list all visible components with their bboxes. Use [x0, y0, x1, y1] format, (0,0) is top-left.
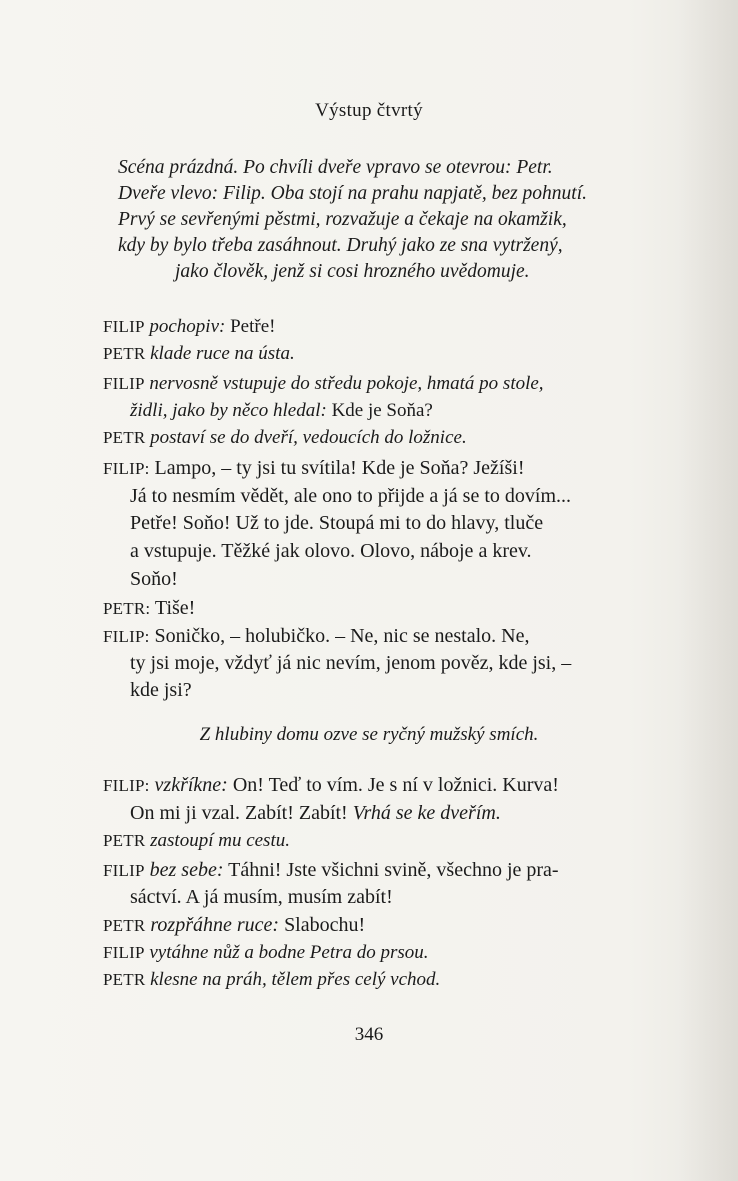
speaker: PETR: [103, 428, 146, 447]
dialogue-line: [130, 652, 650, 675]
dialogue-line: [130, 679, 650, 702]
dialogue-line: [103, 373, 648, 395]
dialogue-line: [130, 512, 650, 535]
speech: sáctví. A já musím, musím zabít!: [130, 886, 393, 908]
center-stage-direction: Z hlubiny domu ozve se ryčný mužský smích.: [199, 724, 539, 745]
stage-direction: klesne na práh, tělem přes celý vchod.: [150, 969, 441, 990]
dialogue-line: [130, 886, 650, 909]
dialogue-line: [103, 830, 648, 852]
speaker: PETR: [103, 831, 146, 850]
speech: Já to nesmím vědět, ale ono to přijde a já se to dovím...: [130, 485, 572, 507]
speech: On mi ji vzal. Zabít! Zabít!: [130, 802, 353, 824]
dialogue-line: [103, 457, 648, 480]
speaker: FILIP:: [103, 627, 150, 646]
stage-direction: vytáhne nůž a bodne Petra do prsou.: [149, 942, 429, 963]
speech: Petře!: [225, 316, 276, 337]
scene-heading: Výstup čtvrtý: [315, 100, 423, 121]
dialogue-line: [103, 859, 648, 882]
speech: Soničko, – holubičko. – Ne, nic se nestalo. Ne,: [149, 625, 530, 647]
dialogue-line: [103, 316, 648, 338]
stage-direction: klade ruce na ústa.: [150, 343, 295, 364]
speaker: FILIP: [103, 861, 145, 880]
stage-direction: nervosně vstupuje do středu pokoje, hmatá po stole,: [149, 373, 544, 394]
speech: Lampo, – ty jsi tu svítila! Kde je Soňa? Ježíši!: [149, 457, 525, 479]
dialogue-line: [103, 343, 648, 365]
dialogue-line: [130, 400, 650, 422]
speech: kde jsi?: [130, 679, 192, 701]
speaker: FILIP:: [103, 776, 150, 795]
stage-direction: pochopiv:: [149, 316, 226, 337]
intro-line-5: jako člověk, jenž si cosi hrozného uvědomuje.: [175, 261, 530, 282]
speech: On! Teď to vím. Je s ní v ložnici. Kurva!: [227, 774, 559, 796]
page-fold-shadow: [678, 0, 738, 1181]
stage-direction: židli, jako by něco hledal:: [130, 400, 327, 421]
speech: Kde je Soňa?: [326, 400, 433, 421]
speaker: FILIP: [103, 374, 145, 393]
dialogue-line: [103, 427, 648, 449]
dialogue-line: [103, 774, 648, 797]
dialogue-line: [130, 540, 650, 563]
stage-direction: rozpřáhne ruce:: [150, 914, 280, 936]
stage-direction: bez sebe:: [149, 859, 224, 881]
speech: Slabochu!: [279, 914, 366, 936]
speech: a vstupuje. Těžké jak olovo. Olovo, náboje a krev.: [130, 540, 532, 562]
dialogue-line: [130, 802, 650, 825]
speech: Petře! Soňo! Už to jde. Stoupá mi to do hlavy, tluče: [130, 512, 544, 534]
dialogue-line: [130, 485, 650, 508]
stage-direction: postaví se do dveří, vedoucích do ložnice.: [150, 427, 467, 448]
speaker: PETR:: [103, 599, 151, 618]
dialogue-line: [103, 942, 648, 964]
stage-direction: vzkříkne:: [154, 774, 228, 796]
intro-line-4: kdy by bylo třeba zasáhnout. Druhý jako ze sna vytržený,: [118, 235, 563, 256]
dialogue-line: [103, 969, 648, 991]
speech: Soňo!: [130, 568, 178, 590]
speaker: PETR: [103, 970, 146, 989]
speaker: FILIP:: [103, 459, 150, 478]
intro-line-1: Scéna prázdná. Po chvíli dveře vpravo se otevrou: Petr.: [118, 157, 553, 178]
dialogue-line: [130, 568, 650, 591]
dialogue-line: [103, 625, 648, 648]
dialogue-line: [103, 914, 648, 937]
dialogue-line: [103, 597, 648, 620]
stage-direction: Vrhá se ke dveřím.: [352, 802, 501, 824]
speaker: PETR: [103, 916, 146, 935]
intro-line-3: Prvý se sevřenými pěstmi, rozvažuje a čekaje na okamžik,: [118, 209, 567, 230]
speaker: FILIP: [103, 943, 145, 962]
page-number: 346: [354, 1024, 384, 1045]
speech: ty jsi moje, vždyť já nic nevím, jenom pověz, kde jsi, –: [130, 652, 572, 674]
stage-direction: zastoupí mu cestu.: [150, 830, 290, 851]
speaker: PETR: [103, 344, 146, 363]
intro-line-2: Dveře vlevo: Filip. Oba stojí na prahu napjatě, bez pohnutí.: [118, 183, 588, 204]
speaker: FILIP: [103, 317, 145, 336]
speech: Tiše!: [150, 597, 196, 619]
speech: Táhni! Jste všichni svině, všechno je pra-: [223, 859, 559, 881]
